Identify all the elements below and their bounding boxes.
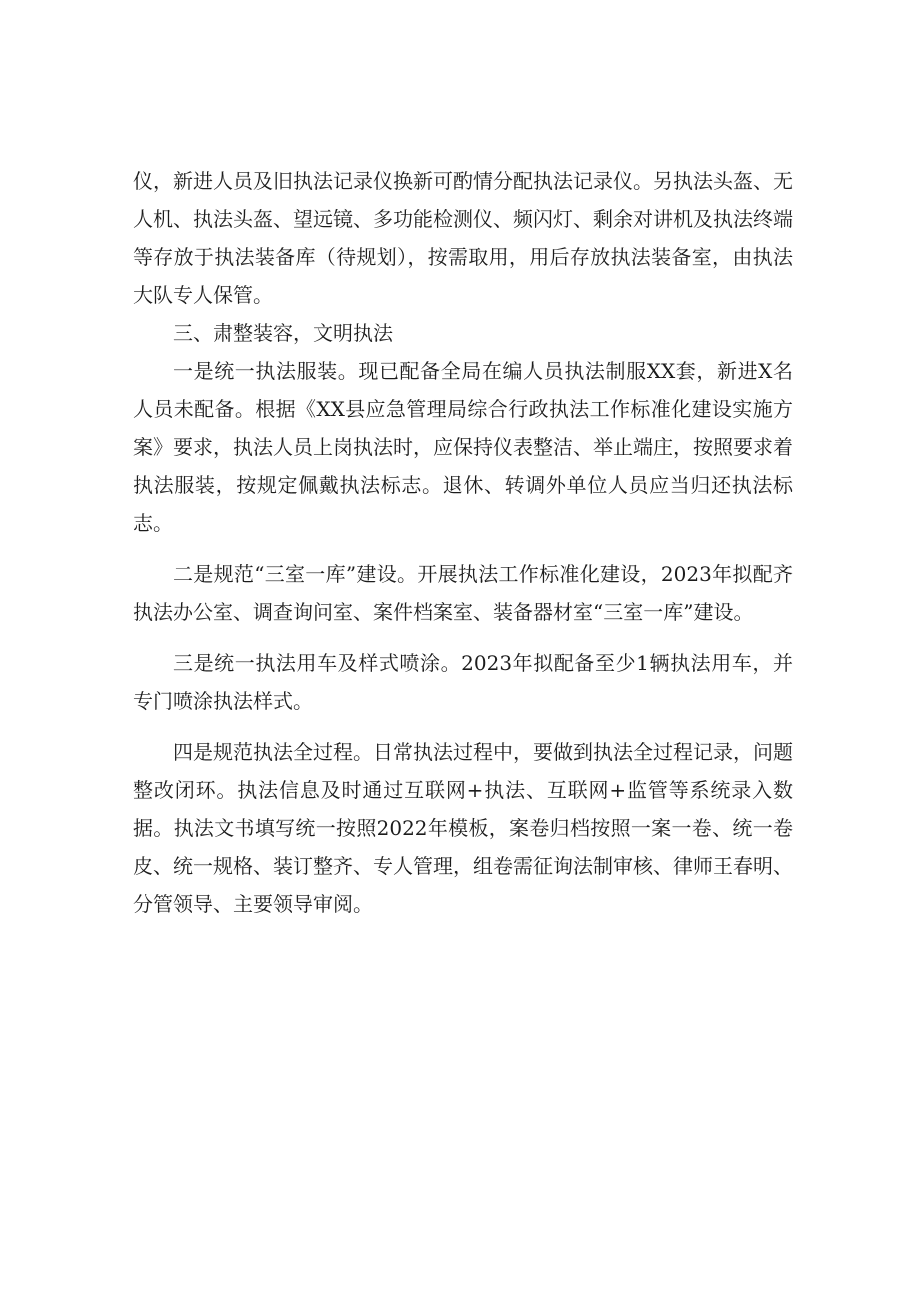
document-body — [133, 162, 793, 923]
section-heading-3: 三、肃整装容，文明执法 — [173, 321, 393, 345]
paragraph-three-rooms: 二是规范“三室一库”建设。开展执法工作标准化建设，2023年拟配齐执法办公室、调查询问室、案件档案室、装备器材室“三室一库”建设。 — [133, 562, 793, 624]
paragraph-uniforms: 一是统一执法服装。现已配备全局在编人员执法制服XX套，新进X名人员未配备。根据《XX县应急管理局综合行政执法工作标准化建设实施方案》要求，执法人员上岗执法时，应保持仪表整洁、举止端庄，按照要求着执法服装，按规定佩戴执法标志。退休、转调外单位人员应当归还执法标志。 — [133, 359, 793, 535]
paragraph-equipment-continued: 仪，新进人员及旧执法记录仪换新可酌情分配执法记录仪。另执法头盔、无人机、执法头盔、望远镜、多功能检测仪、频闪灯、剩余对讲机及执法终端等存放于执法装备库（待规划），按需取用，用后存放执法装备室，由执法大队专人保管。 — [133, 169, 793, 307]
paragraph-process: 四是规范执法全过程。日常执法过程中，要做到执法全过程记录，问题整改闭环。执法信息及时通过互联网+执法、互联网+监管等系统录入数据。执法文书填写统一按照2022年模板，案卷归档按照一案一卷、统一卷皮、统一规格、装订整齐、专人管理，组卷需征询法制审核、律师王春明、分管领导、主要领导审阅。 — [133, 740, 793, 916]
paragraph-vehicles: 三是统一执法用车及样式喷涂。2023年拟配备至少1辆执法用车，并专门喷涂执法样式。 — [133, 651, 793, 713]
